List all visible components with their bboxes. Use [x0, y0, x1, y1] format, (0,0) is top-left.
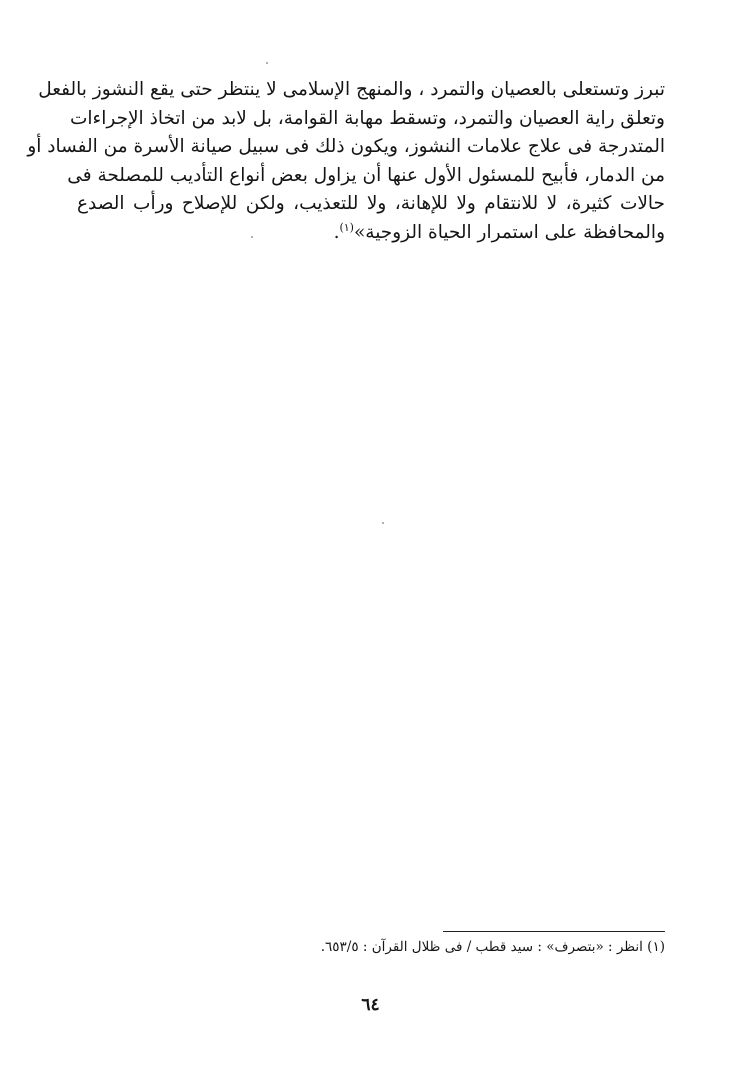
footnote-divider — [443, 931, 665, 932]
body-line-5: حالات كثيرة، لا للانتقام ولا للإهانة، ولا للتعذيب، ولكن للإصلاح ورأب الصدع — [77, 193, 665, 215]
body-paragraph — [27, 76, 665, 248]
body-line-4: من الدمار، فأبيح للمسئول الأول عنها أن يزاول بعض أنواع التأديب للمصلحة فى — [67, 164, 665, 186]
footnote-reference: (١) — [339, 220, 354, 234]
scan-speck — [251, 236, 253, 238]
body-line-2: وتعلق راية العصيان والتمرد، وتسقط مهابة القوامة، بل لابد من اتخاذ الإجراءات — [69, 107, 665, 129]
scan-speck — [266, 62, 268, 64]
body-line-1: تبرز وتستعلى بالعصيان والتمرد ، والمنهج الإسلامى لا ينتظر حتى يقع النشوز بالفعل — [38, 79, 665, 100]
footnote: (١) انظر : «بتصرف» : سيد قطب / فى ظلال القرآن : ٦٥٣/٥. — [320, 939, 665, 955]
body-line-6 — [77, 219, 665, 248]
body-line-3: المتدرجة فى علاج علامات النشوز، ويكون ذلك فى سبيل صيانة الأسرة من الفساد أو — [27, 136, 665, 158]
scan-speck — [382, 522, 384, 524]
body-line-6-end: . — [333, 221, 340, 243]
body-line-6-text: والمحافظة على استمرار الحياة الزوجية» — [353, 221, 665, 243]
page-number: ٦٤ — [361, 995, 380, 1015]
